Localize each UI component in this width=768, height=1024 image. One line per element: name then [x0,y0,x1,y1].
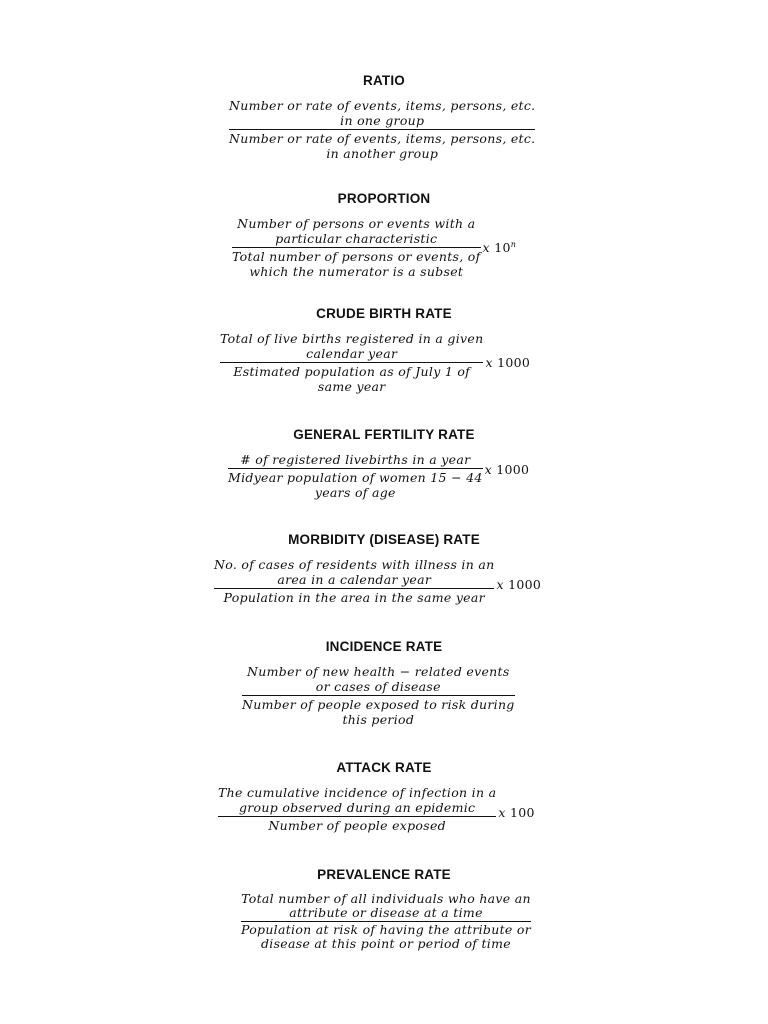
prevalence-rate-heading: PREVALENCE RATE [317,867,451,882]
crude-birth-rate-formula [220,331,530,394]
attack-rate-numerator-line-1: The cumulative incidence of infection in a [218,785,497,800]
attack-rate-fraction [218,785,496,833]
prevalence-rate-numerator [241,892,531,921]
proportion-denominator-line-1: Total number of persons or events, of [232,249,481,264]
crude-birth-rate-denominator-line-2: same year [317,379,386,394]
attack-rate-denominator [268,817,446,833]
general-fertility-rate-denominator-line-2: years of age [314,485,396,500]
prevalence-rate-denominator-line-2: disease at this point or period of time [260,936,511,951]
attack-rate-formula [218,785,535,833]
proportion-multiplier-prefix: x [482,240,490,256]
general-fertility-rate-multiplier-prefix: x [484,461,492,477]
proportion-formula [232,216,516,279]
morbidity-rate-denominator [224,589,485,605]
incidence-rate-denominator-line-1: Number of people exposed to risk during [242,697,515,712]
morbidity-rate-numerator [214,557,494,588]
attack-rate-denominator-line-1: Number of people exposed [268,818,446,833]
prevalence-rate-denominator [241,922,531,951]
incidence-rate-fraction [242,664,515,727]
incidence-rate-numerator [247,664,510,695]
proportion-multiplier [483,240,517,255]
morbidity-rate-numerator-line-1: No. of cases of residents with illness in an [214,557,495,572]
morbidity-rate-fraction [214,557,494,605]
attack-rate-numerator [218,785,496,816]
ratio-numerator [229,98,535,129]
proportion-fraction [232,216,481,279]
ratio-denominator [229,130,535,161]
morbidity-rate-multiplier-prefix: x [496,577,504,592]
proportion-denominator-line-2: which the numerator is a subset [249,264,464,279]
incidence-rate-denominator [242,696,515,727]
attack-rate-multiplier-prefix: x [498,805,506,820]
general-fertility-rate-numerator [240,452,470,468]
morbidity-rate-multiplier-base: 1000 [508,577,542,592]
morbidity-rate-heading: MORBIDITY (DISEASE) RATE [288,532,480,547]
general-fertility-rate-formula [228,452,529,500]
crude-birth-rate-numerator-line-1: Total of live births registered in a given [220,331,484,346]
proportion-multiplier-exponent: n [510,239,517,249]
prevalence-rate-numerator-line-2: attribute or disease at a time [289,905,483,920]
prevalence-rate-numerator-line-1: Total number of all individuals who have an [241,891,531,906]
ratio-heading: RATIO [363,73,405,88]
proportion-denominator [232,248,481,279]
attack-rate-numerator-line-2: group observed during an epidemic [238,800,476,815]
ratio-numerator-line-2: in one group [340,113,425,128]
general-fertility-rate-denominator-line-1: Midyear population of women 15 − 44 [228,470,483,485]
morbidity-rate-multiplier [496,577,541,592]
incidence-rate-denominator-line-2: this period [342,712,415,727]
general-fertility-rate-multiplier-base: 1000 [496,461,530,477]
incidence-rate-numerator-line-2: or cases of disease [315,679,441,694]
ratio-denominator-line-2: in another group [326,146,439,161]
proportion-numerator-line-2: particular characteristic [275,231,438,246]
proportion-numerator-line-1: Number of persons or events with a [237,216,476,231]
general-fertility-rate-denominator [228,469,483,500]
general-fertility-rate-heading: GENERAL FERTILITY RATE [293,427,475,442]
morbidity-rate-numerator-line-2: area in a calendar year [277,572,432,587]
crude-birth-rate-heading: CRUDE BIRTH RATE [316,306,452,321]
morbidity-rate-denominator-line-1: Population in the area in the same year [223,590,485,605]
attack-rate-multiplier-base: 100 [509,805,535,820]
prevalence-rate-denominator-line-1: Population at risk of having the attribute or [241,922,531,937]
prevalence-rate-fraction [241,892,531,951]
crude-birth-rate-fraction [220,331,483,394]
general-fertility-rate-multiplier [485,462,530,477]
crude-birth-rate-denominator-line-1: Estimated population as of July 1 of [233,364,471,379]
incidence-rate-formula [242,664,515,727]
prevalence-rate-formula [241,892,531,951]
proportion-numerator [237,216,475,247]
incidence-rate-numerator-line-1: Number of new health − related events [247,664,510,679]
ratio-numerator-line-1: Number or rate of events, items, persons, etc. [229,98,536,113]
morbidity-rate-formula [214,557,541,605]
attack-rate-multiplier [498,805,534,820]
general-fertility-rate-numerator-line-1: # of registered livebirths in a year [240,452,471,467]
ratio-denominator-line-1: Number or rate of events, items, persons, etc. [229,131,536,146]
crude-birth-rate-numerator [220,331,483,362]
attack-rate-heading: ATTACK RATE [336,760,432,775]
crude-birth-rate-numerator-line-2: calendar year [306,346,398,361]
general-fertility-rate-fraction [228,452,483,500]
incidence-rate-heading: INCIDENCE RATE [325,639,443,654]
proportion-heading: PROPORTION [337,191,431,206]
crude-birth-rate-multiplier-base: 1000 [497,355,531,370]
proportion-multiplier-base: 10 [494,240,511,256]
crude-birth-rate-denominator [233,363,470,394]
ratio-formula [229,98,535,161]
ratio-fraction [229,98,535,161]
crude-birth-rate-multiplier [485,355,530,370]
crude-birth-rate-multiplier-prefix: x [485,355,493,370]
